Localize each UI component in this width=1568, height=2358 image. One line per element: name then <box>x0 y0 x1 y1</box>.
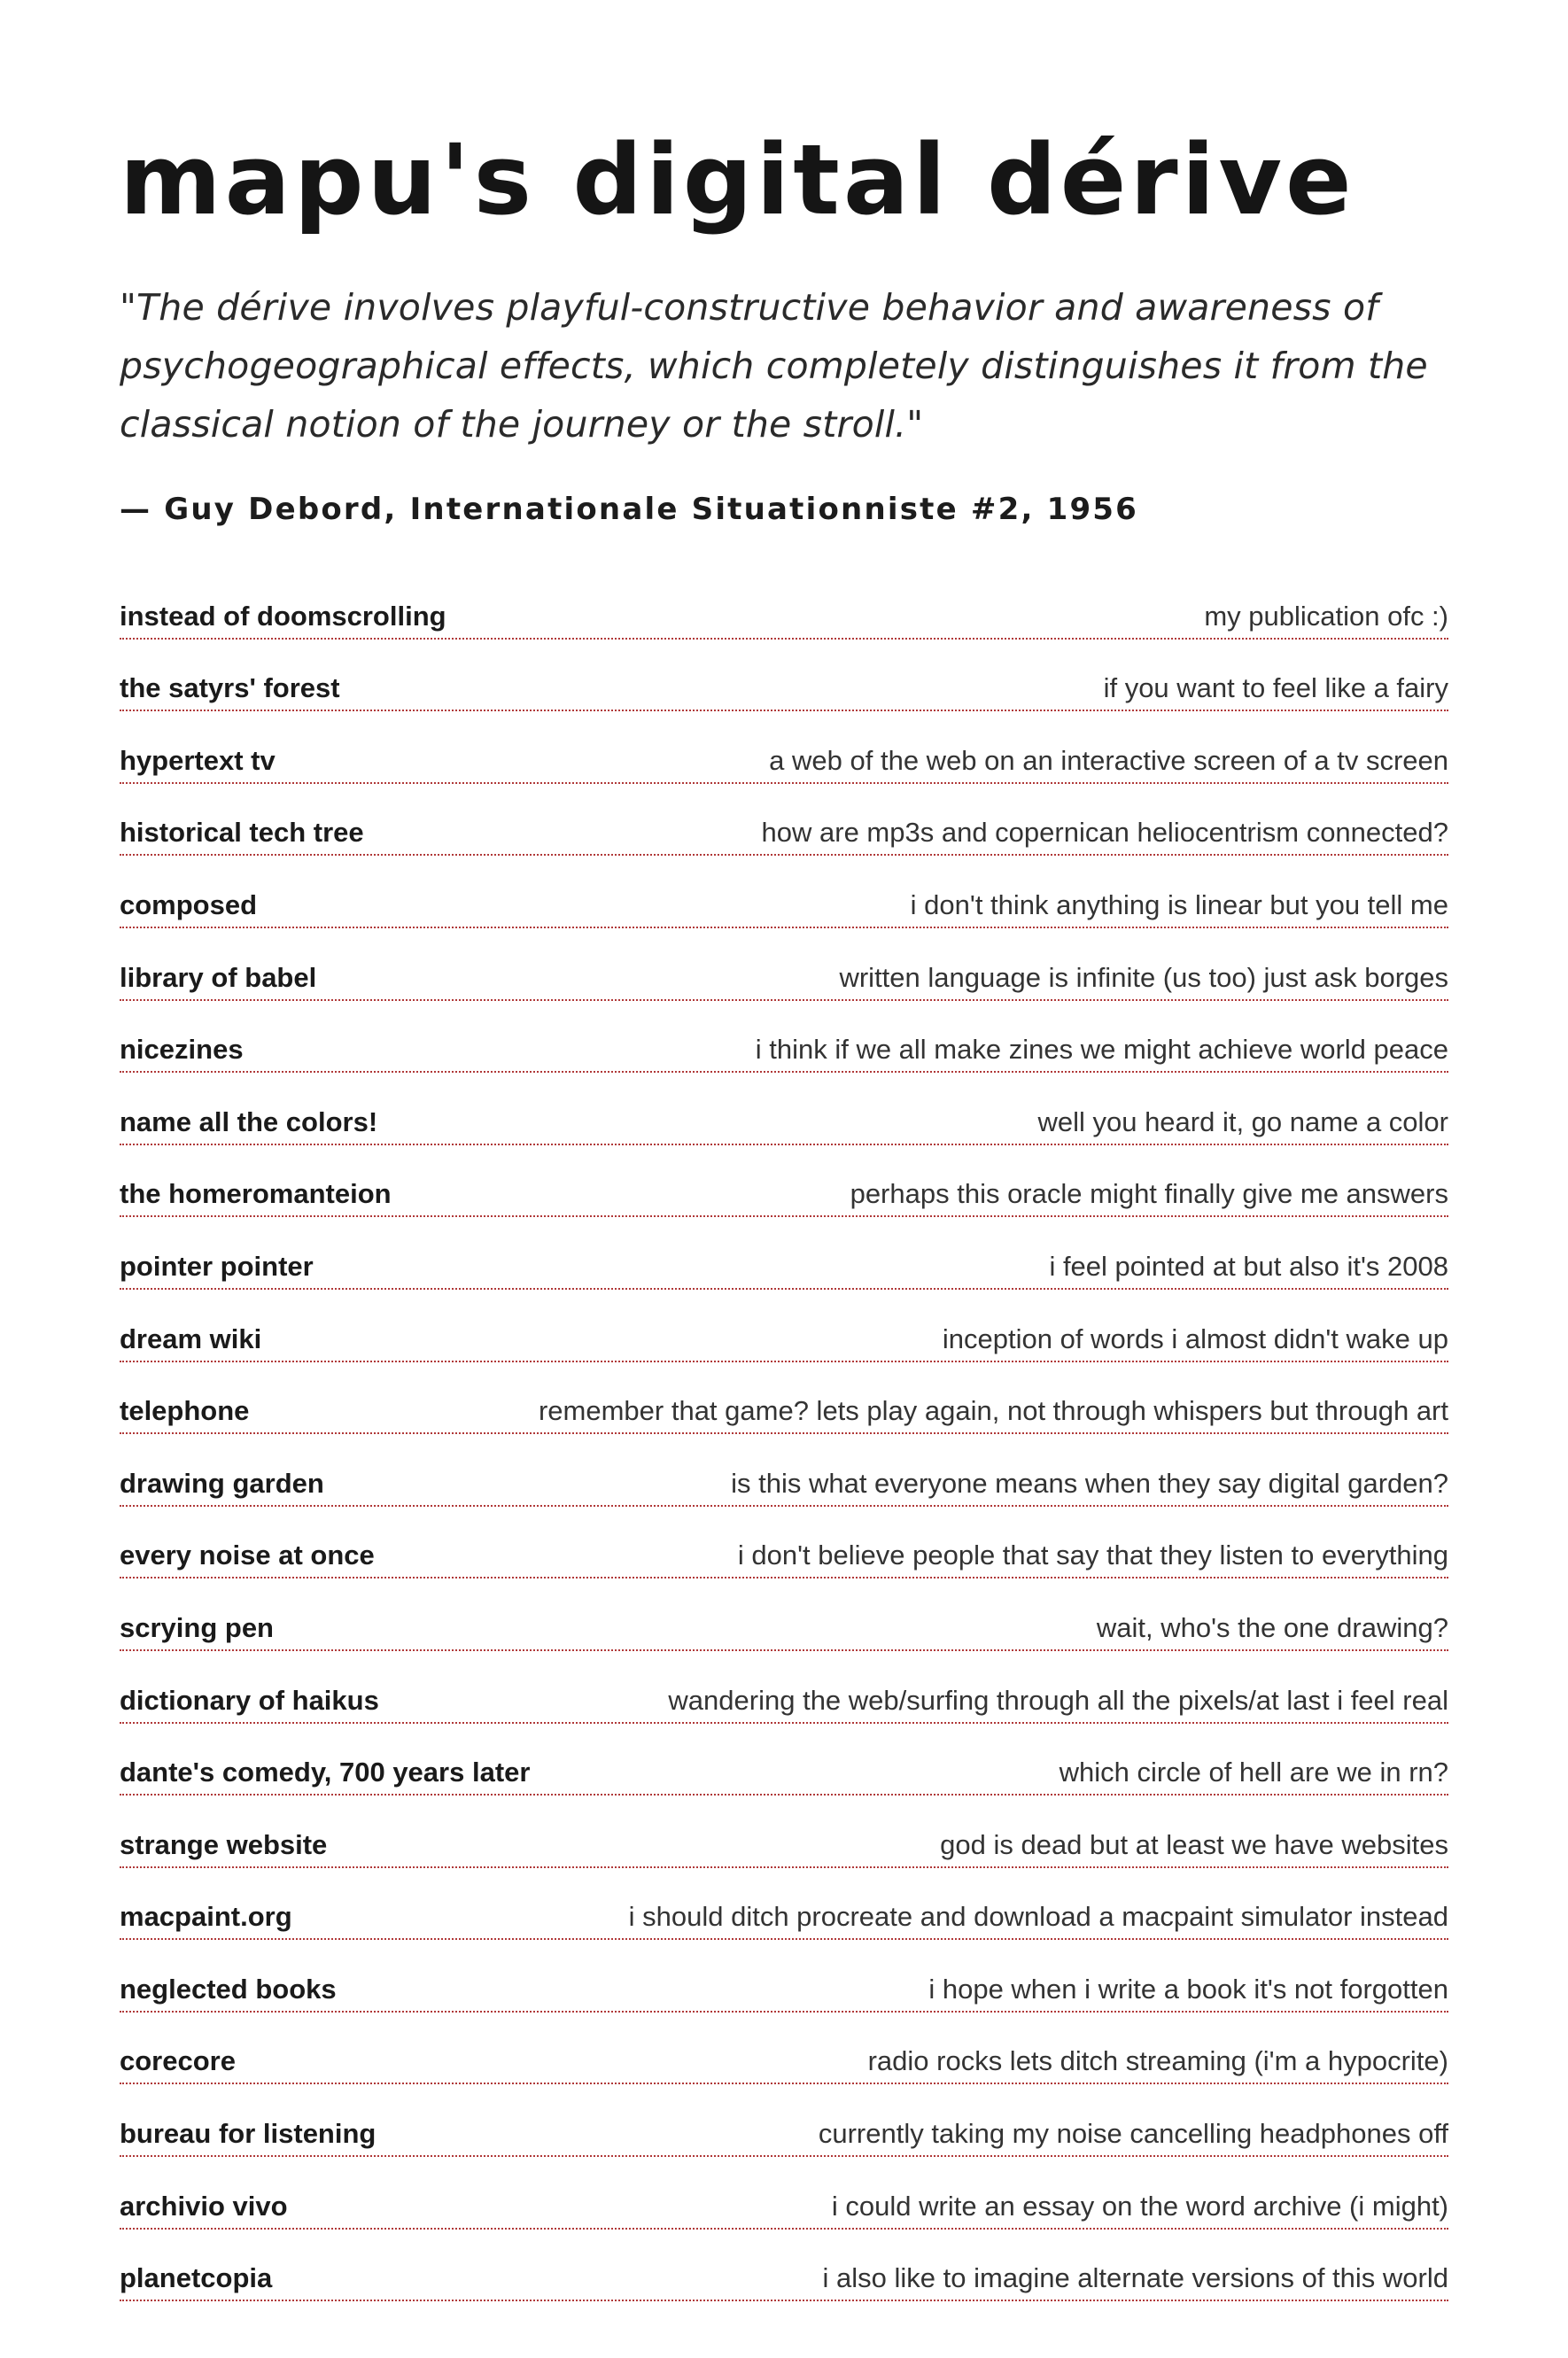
link-name[interactable]: library of babel <box>120 961 317 993</box>
link-description: god is dead but at least we have websites <box>940 1828 1448 1860</box>
page-title: mapu's digital dérive <box>120 123 1355 237</box>
link-name[interactable]: macpaint.org <box>120 1901 292 1933</box>
link-name[interactable]: hypertext tv <box>120 744 276 776</box>
link-description: wait, who's the one drawing? <box>1096 1611 1448 1643</box>
link-row[interactable] <box>120 784 1448 857</box>
link-name[interactable]: historical tech tree <box>120 817 364 849</box>
link-name[interactable]: neglected books <box>120 1973 337 2005</box>
link-name[interactable]: strange website <box>120 1828 328 1860</box>
link-row[interactable] <box>120 2157 1448 2230</box>
link-name[interactable]: dante's comedy, 700 years later <box>120 1757 531 1788</box>
link-row[interactable] <box>120 856 1448 928</box>
link-name[interactable]: corecore <box>120 2045 236 2077</box>
link-description: written language is infinite (us too) just ask borges <box>839 961 1448 993</box>
link-row[interactable] <box>120 928 1448 1001</box>
link-description: how are mp3s and copernican heliocentrism connected? <box>761 817 1448 849</box>
link-row[interactable] <box>120 1868 1448 1941</box>
link-name[interactable]: every noise at once <box>120 1540 375 1571</box>
link-name[interactable]: drawing garden <box>120 1467 324 1499</box>
link-description: i also like to imagine alternate versions of this world <box>822 2262 1448 2294</box>
link-name[interactable]: dictionary of haikus <box>120 1684 379 1716</box>
link-description: i don't think anything is linear but you tell me <box>910 888 1448 920</box>
link-row[interactable] <box>120 1362 1448 1435</box>
link-name[interactable]: pointer pointer <box>120 1250 314 1282</box>
link-row[interactable] <box>120 1434 1448 1507</box>
link-description: i could write an essay on the word archive (i might) <box>831 2190 1448 2222</box>
link-name[interactable]: archivio vivo <box>120 2190 288 2222</box>
link-name[interactable]: the homeromanteion <box>120 1178 392 1210</box>
link-row[interactable] <box>120 1001 1448 1074</box>
link-description: radio rocks lets ditch streaming (i'm a hypocrite) <box>867 2045 1448 2077</box>
link-description: which circle of hell are we in rn? <box>1059 1757 1448 1788</box>
link-row[interactable] <box>120 2013 1448 2085</box>
link-name[interactable]: instead of doomscrolling <box>120 600 446 632</box>
link-description: inception of words i almost didn't wake up <box>942 1322 1448 1354</box>
link-name[interactable]: bureau for listening <box>120 2118 376 2150</box>
link-name[interactable]: name all the colors! <box>120 1105 378 1137</box>
link-row[interactable] <box>120 567 1448 640</box>
link-description: remember that game? lets play again, not through whispers but through art <box>538 1395 1448 1427</box>
link-description: i don't believe people that say that they listen to everything <box>737 1540 1448 1571</box>
quote-attribution: — Guy Debord, Internationale Situationniste #2, 1956 <box>120 492 1139 527</box>
link-row[interactable] <box>120 1073 1448 1145</box>
link-description: perhaps this oracle might finally give me answers <box>850 1178 1448 1210</box>
epigraph-quote: "The dérive involves playful-constructive behavior and awareness of psychogeographical effects, which completely distinguishes it from the classical notion of the journey or the stroll." <box>120 286 1428 446</box>
link-description: i hope when i write a book it's not forgotten <box>928 1973 1448 2005</box>
link-name[interactable]: scrying pen <box>120 1611 274 1643</box>
link-description: if you want to feel like a fairy <box>1103 672 1448 704</box>
link-row[interactable] <box>120 1217 1448 1290</box>
link-description: wandering the web/surfing through all the pixels/at last i feel real <box>668 1684 1448 1716</box>
link-description: is this what everyone means when they say digital garden? <box>731 1467 1448 1499</box>
link-row[interactable] <box>120 1578 1448 1651</box>
link-row[interactable] <box>120 640 1448 712</box>
link-description: a web of the web on an interactive screen of a tv screen <box>769 744 1448 776</box>
link-row[interactable] <box>120 1290 1448 1362</box>
link-row[interactable] <box>120 1940 1448 2013</box>
link-name[interactable]: dream wiki <box>120 1322 262 1354</box>
link-name[interactable]: telephone <box>120 1395 250 1427</box>
link-name[interactable]: composed <box>120 888 258 920</box>
link-row[interactable] <box>120 1145 1448 1218</box>
link-row[interactable] <box>120 1507 1448 1579</box>
link-name[interactable]: nicezines <box>120 1034 244 1066</box>
link-name[interactable]: planetcopia <box>120 2262 273 2294</box>
link-description: my publication ofc :) <box>1204 600 1448 632</box>
link-description: i think if we all make zines we might achieve world peace <box>755 1034 1448 1066</box>
link-row[interactable] <box>120 2084 1448 2157</box>
link-row[interactable] <box>120 1724 1448 1796</box>
link-description: well you heard it, go name a color <box>1037 1105 1448 1137</box>
link-row[interactable] <box>120 1651 1448 1724</box>
link-row[interactable] <box>120 711 1448 784</box>
link-description: currently taking my noise cancelling headphones off <box>818 2118 1448 2150</box>
link-name[interactable]: the satyrs' forest <box>120 672 340 704</box>
link-list <box>120 567 1448 2301</box>
link-row[interactable] <box>120 2230 1448 2302</box>
link-description: i feel pointed at but also it's 2008 <box>1049 1250 1448 1282</box>
link-description: i should ditch procreate and download a macpaint simulator instead <box>628 1901 1448 1933</box>
link-row[interactable] <box>120 1796 1448 1868</box>
